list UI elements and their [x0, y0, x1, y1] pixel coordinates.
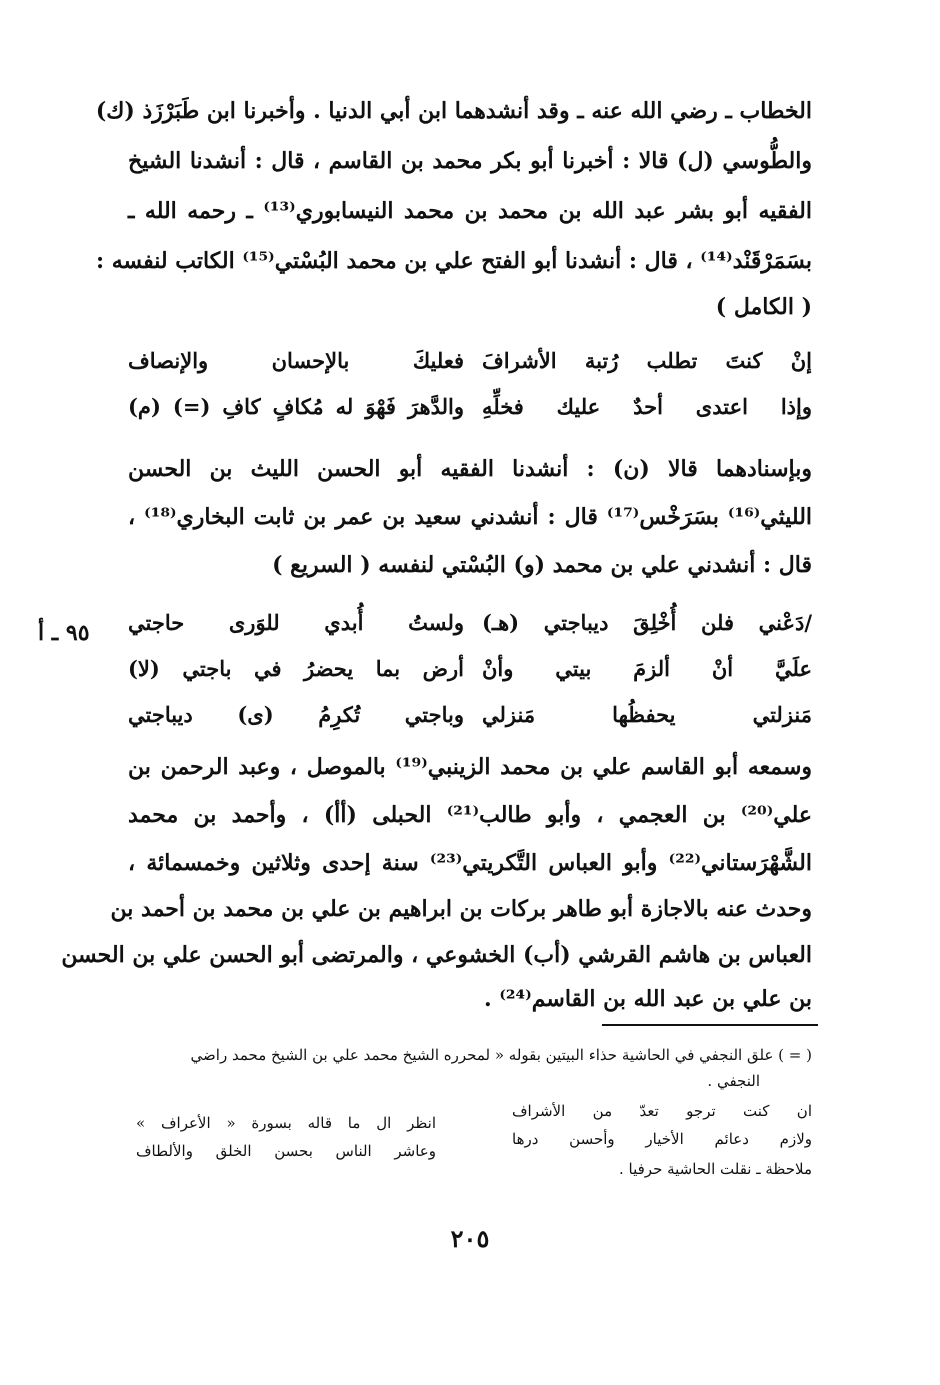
body-line: والطُّوسي (ل) قالا : أخبرنا أبو بكر محمد بن القاسم ، قال : أنشدنا الشيخ: [128, 148, 812, 174]
footnote-line: النجفي .: [707, 1072, 760, 1090]
footnote-verse-first: ان كنت ترجو تعدّ من الأشراف: [512, 1102, 812, 1120]
footnote-verse-first: ولازم دعائم الأخيار وأحسن درها: [512, 1130, 812, 1148]
verse-line: [128, 610, 812, 644]
footnote-separator: [602, 1024, 818, 1026]
body-line: الفقيه أبو بشر عبد الله بن محمد بن محمد النيسابوري⁽¹³⁾ ـ رحمه الله ـ: [128, 198, 812, 224]
verse-hemistich-first: وإذا اعتدى أحدٌ عليك فخلِّهِ: [482, 394, 812, 419]
verse-hemistich-first: /دَعْني فلن أُخْلِقَ ديباجتي (هـ): [482, 610, 812, 635]
verse-hemistich-second: والدَّهرَ فَهْوَ له مُكافٍ كافِ (=) (م): [128, 394, 464, 419]
body-line: قال : أنشدني علي بن محمد (و) البُسْتي لنفسه ( السريع ): [272, 552, 812, 578]
body-line: وسمعه أبو القاسم علي بن محمد الزينبي⁽¹⁹⁾ بالموصل ، وعبد الرحمن بن: [128, 754, 813, 780]
footnote-line: ملاحظة ـ نقلت الحاشية حرفيا .: [618, 1160, 812, 1178]
body-line: علي⁽²⁰⁾ بن العجمي ، وأبو طالب⁽²¹⁾ الحبلى (أأ) ، وأحمد بن محمد: [128, 802, 812, 828]
verse-hemistich-second: وباجتي تُكرِمُ (ى) ديباجتي: [128, 702, 464, 727]
body-line: الشَّهْرَستاني⁽²²⁾ وأبو العباس التَّكريتي⁽²³⁾ سنة إحدى وثلاثين وخمسمائة ،: [128, 850, 812, 876]
verse-line: [128, 348, 812, 382]
verse-hemistich-first: علَيَّ أنْ ألزمَ بيتي وأنْ: [482, 656, 812, 681]
body-line: الليثي⁽¹⁶⁾ بسَرَخْس⁽¹⁷⁾ قال : أنشدني سعيد بن عمر بن ثابت البخاري⁽¹⁸⁾ ،: [128, 504, 813, 530]
body-line: وحدث عنه بالاجازة أبو طاهر بركات بن ابراهيم بن علي بن محمد بن أحمد بن: [110, 896, 812, 922]
verse-hemistich-second: ولستُ أُبدي للوَرى حاجتي: [128, 610, 464, 635]
verse-hemistich-first: مَنزلتي يحفظُها مَنزلي: [482, 702, 812, 727]
meter-label: ( الكامل ): [715, 294, 812, 320]
page-number: ٢٠٥: [450, 1224, 490, 1253]
verse-line: [128, 702, 812, 736]
body-line: العباس بن هاشم القرشي (أب) الخشوعي ، والمرتضى أبو الحسن علي بن الحسن: [61, 942, 812, 968]
verse-line: [128, 656, 812, 690]
body-line: وبإسنادهما قالا (ن) : أنشدنا الفقيه أبو الحسن الليث بن الحسن: [128, 456, 812, 482]
body-line: الخطاب ـ رضي الله عنه ـ وقد أنشدهما ابن أبي الدنيا . وأخبرنا ابن طَبَرْزَذ (ك): [95, 98, 812, 124]
verse-hemistich-second: أرض بما يحضرُ في باجتي (لا): [128, 656, 464, 681]
verse-hemistich-first: إنْ كنتَ تطلب رُتبة الأشرافَ: [482, 348, 812, 373]
verse-hemistich-second: فعليكَ بالإحسان والإنصاف: [128, 348, 464, 373]
body-line: بسَمَرْقَنْد⁽¹⁴⁾ ، قال : أنشدنا أبو الفتح علي بن محمد البُسْتي⁽¹⁵⁾ الكاتب لنفسه :: [95, 248, 812, 274]
footnote-line: ( = ) علق النجفي في الحاشية حذاء البيتين بقوله « لمحرره الشيخ محمد علي بن الشيخ محمد راضي: [190, 1046, 812, 1064]
verse-line: [128, 394, 812, 428]
footnote-verse-second: وعاشر الناس بحسن الخلق والألطاف: [136, 1142, 436, 1160]
folio-margin-note: ٩٥ ـ أ: [38, 620, 90, 646]
body-line: بن علي بن عبد الله بن القاسم⁽²⁴⁾ .: [484, 986, 812, 1012]
footnote-verse-second: انظر ال ما قاله بسورة « الأعراف »: [136, 1114, 436, 1132]
